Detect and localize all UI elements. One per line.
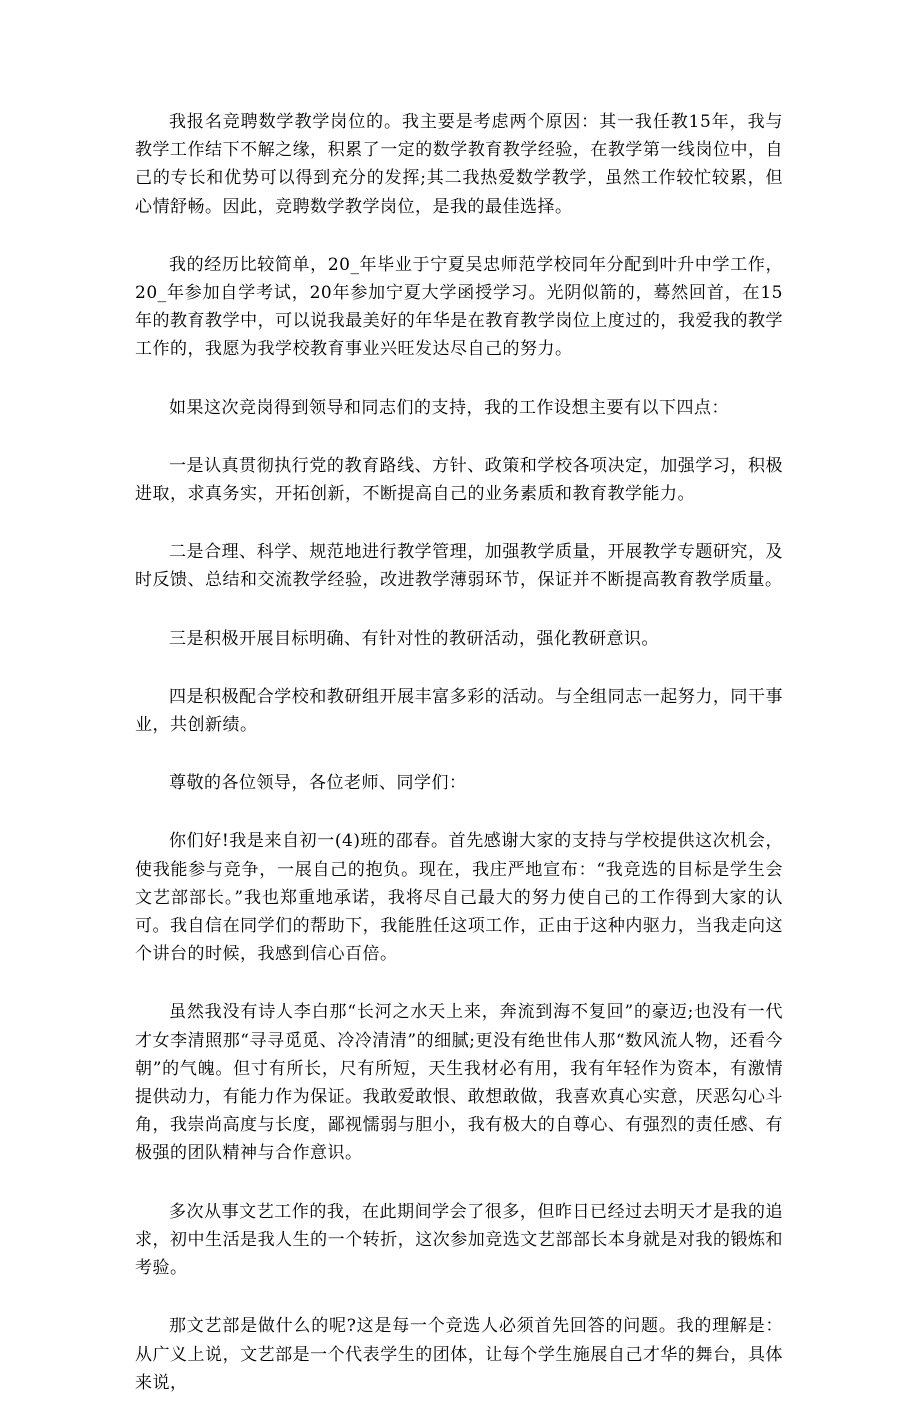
paragraph-3: 如果这次竞岗得到领导和同志们的支持，我的工作设想主要有以下四点： — [169, 397, 729, 418]
paragraph-8: 尊敬的各位领导，各位老师、同学们： — [169, 773, 467, 794]
document-body — [135, 108, 783, 1427]
paragraph-9: 你们好!我是来自初一(4)班的邵春。首先感谢大家的支持与学校提供这次机会，使我能参与竞争，一展自己的抱负。现在，我庄严地宣布：“我竞选的目标是学生会文艺部部长。”我也郑重地承诺，我将尽自己最大的努力使自己的工作得到大家的认可。我自信在同学们的帮助下，我能胜任这项工作，正由于这种内驱力，当我走向这个讲台的时候，我感到信心百倍。 — [135, 831, 783, 965]
paragraph-5: 二是合理、科学、规范地进行教学管理，加强教学质量，开展教学专题研究，及时反馈、总结和交流教学经验，改进教学薄弱环节，保证并不断提高教育教学质量。 — [135, 542, 783, 591]
paragraph-2: 我的经历比较简单，20_年毕业于宁夏吴忠师范学校同年分配到叶升中学工作，20_年参加自学考试，20年参加宁夏大学函授学习。光阴似箭的，蓦然回首，在15年的教育教学中，可以说我最美好的年华是在教育教学岗位上度过的，我爱我的教学工作的，我愿为我学校教育事业兴旺发达尽自己的努力。 — [135, 254, 783, 360]
paragraph-6: 三是积极开展目标明确、有针对性的教研活动，强化教研意识。 — [169, 628, 659, 649]
paragraph-1: 我报名竞聘数学教学岗位的。我主要是考虑两个原因：其一我任教15年，我与教学工作结下不解之缘，积累了一定的数学教育教学经验，在教学第一线岗位中，自己的专长和优势可以得到充分的发挥;其二我热爱数学教学，虽然工作较忙较累，但心情舒畅。因此，竞聘数学教学岗位，是我的最佳选择。 — [135, 112, 783, 217]
paragraph-10: 虽然我没有诗人李白那“长河之水天上来，奔流到海不复回”的豪迈;也没有一代才女李清照那“寻寻觅觅、冷冷清清”的细腻;更没有绝世伟人那“数风流人物，还看今朝”的气魄。但寸有所长，尺有所短，天生我材必有用，我有年轻作为资本，有激情提供动力，有能力作为保证。我敢爱敢恨、敢想敢做，我喜欢真心实意，厌恶勾心斗角，我崇尚高度与长度，鄙视懦弱与胆小，我有极大的自尊心、有强烈的责任感、有极强的团队精神与合作意识。 — [135, 1002, 783, 1164]
paragraph-11: 多次从事文艺工作的我，在此期间学会了很多，但昨日已经过去明天才是我的追求，初中生活是我人生的一个转折，这次参加竞选文艺部部长本身就是对我的锻炼和考验。 — [135, 1201, 783, 1279]
paragraph-4: 一是认真贯彻执行党的教育路线、方针、政策和学校各项决定，加强学习，积极进取，求真务实，开拓创新，不断提高自己的业务素质和教育教学能力。 — [135, 455, 783, 505]
paragraph-12: 那文艺部是做什么的呢?这是每一个竞选人必须首先回答的问题。我的理解是：从广义上说，文艺部是一个代表学生的团体，让每个学生施展自己才华的舞台，具体来说， — [135, 1316, 783, 1393]
paragraph-7: 四是积极配合学校和教研组开展丰富多彩的活动。与全组同志一起努力，同干事业，共创新绩。 — [135, 686, 783, 736]
